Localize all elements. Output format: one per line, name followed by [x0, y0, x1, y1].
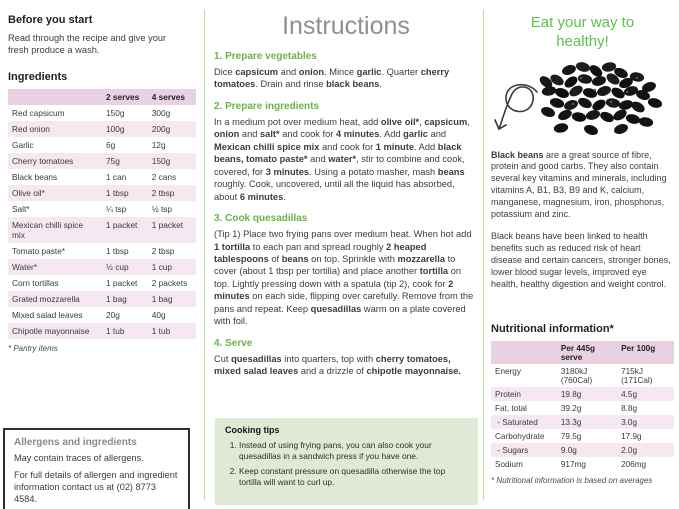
table-cell: 1 packet — [106, 277, 138, 288]
table-cell: 2 tbsp — [151, 245, 175, 256]
table-cell: Mixed salad leaves — [12, 309, 83, 320]
table-row — [8, 121, 196, 137]
allergens-line-1: May contain traces of allergens. — [14, 453, 144, 463]
table-cell: Salt* — [12, 203, 30, 214]
before-you-start-heading: Before you start — [8, 14, 93, 26]
table-cell: 4.5g — [621, 389, 638, 399]
table-cell: Energy — [495, 366, 521, 376]
table-cell: Mexican chilli spice mix — [12, 219, 86, 240]
table-cell: 1 packet — [151, 219, 184, 230]
table-cell: 40g — [151, 309, 166, 320]
table-cell: 6g — [106, 139, 116, 150]
allergens-line-2: For full details of allergen and ingredient information contact us at (02) 8773 4584. — [14, 469, 178, 504]
black-beans-image — [491, 56, 674, 150]
black-beans-paragraph-2: Black beans have been linked to health benefits such as reduced risk of heart disease and certain cancers, stronger bones, lower blood sugar levels, improved eye health, healthy digestion and weight control. — [491, 231, 671, 290]
table-cell: Grated mozzarella — [12, 293, 80, 304]
black-beans-paragraph-1: Black beans are a great source of fibre, protein and good carbs. They also contain several key vitamins and minerals, including vitamins A, B1, B3, B9 and K, calcium, manganese, magnesium, iron, phosphorus, potassium and zinc. — [491, 149, 667, 220]
table-cell: 1 bag — [151, 293, 173, 304]
step-heading: 3. Cook quesadillas — [214, 213, 308, 225]
table-row — [8, 243, 196, 259]
table-cell: 100g — [106, 123, 125, 134]
table-row — [8, 259, 196, 275]
table-cell: Garlic — [12, 139, 34, 150]
table-cell: 1 bag — [106, 293, 127, 304]
table-cell: Black beans — [12, 171, 58, 182]
step-body: Cut quesadillas into quarters, top with cherry tomatoes, mixed salad leaves and a drizzle of chipotle mayonnaise. — [214, 353, 462, 377]
table-cell: Tomato paste* — [12, 245, 66, 256]
table-row — [8, 201, 196, 217]
table-cell: 1 packet — [106, 219, 138, 230]
table-header-row — [8, 89, 196, 105]
cooking-tips-heading: Cooking tips — [225, 425, 280, 435]
table-cell: 1 tub — [106, 325, 125, 336]
healthy-section — [491, 8, 674, 485]
column-divider-right — [483, 10, 484, 500]
step-body: In a medium pot over medium heat, add olive oil*, capsicum, onion and salt* and cook for 4 minutes. Add garlic and Mexican chilli spice mix and cook for 1 minute. Add black beans, tomato paste* and water*, stir to combine and cook, covered, for 3 minutes. Using a potato masher, mash beans roughly. Cook, uncovered, until all the liquid has absorbed, about 6 minutes. — [214, 116, 470, 202]
table-cell: 1 tbsp — [106, 245, 129, 256]
table-cell: 200g — [151, 123, 171, 134]
allergens-box — [3, 428, 190, 509]
table-cell: Water* — [12, 261, 38, 272]
table-cell: Protein — [495, 389, 521, 399]
table-row — [8, 185, 196, 201]
table-cell: ½ tsp — [151, 203, 173, 214]
table-cell: 1 tbsp — [106, 187, 129, 198]
table-cell: 3180kJ (760Cal) — [560, 366, 593, 385]
table-row — [491, 415, 674, 429]
table-cell: Red capsicum — [12, 107, 65, 118]
black-beans-photo — [491, 56, 674, 150]
table-cell: 9.0g — [560, 445, 577, 455]
table-cell: 1 can — [106, 171, 127, 182]
table-cell: Chipotle mayonnaise — [12, 325, 90, 336]
table-cell: 79.5g — [560, 431, 582, 441]
table-cell: 2 packets — [151, 277, 188, 288]
table-cell: 13.3g — [560, 417, 582, 427]
doodle-arrow-icon — [495, 84, 537, 128]
table-header-cell — [8, 89, 102, 105]
table-row — [8, 153, 196, 169]
table-row — [8, 275, 196, 291]
bean-pile — [538, 60, 664, 136]
table-row — [491, 457, 674, 471]
table-row — [8, 323, 196, 339]
table-cell: Olive oil* — [12, 187, 45, 198]
table-row — [491, 429, 674, 443]
table-cell: 715kJ (171Cal) — [621, 366, 653, 385]
before-you-start-section — [8, 14, 198, 353]
healthy-title: Eat your way to healthy! — [530, 14, 635, 50]
table-cell: 3.0g — [621, 417, 638, 427]
table-cell: 12g — [151, 139, 166, 150]
table-cell: ½ cup — [106, 261, 129, 272]
table-cell: - Sugars — [495, 445, 529, 455]
table-cell: ¼ tsp — [106, 203, 127, 214]
instructions-title: Instructions — [282, 12, 410, 40]
table-header-cell: 4 serves — [148, 89, 196, 105]
step-body: (Tip 1) Place two frying pans over medium heat. When hot add 1 tortilla to each pan and spread roughly 2 heaped tablespoons of beans on top. Sprinkle with mozzarella to cover (about 1 tbsp per tortilla) and place another tortilla on top. Lightly pressing down with a spatula (tip 2), cook for 2 minutes on each side, flipping over carefully. Remove from the pans and repeat. Keep quesadillas warm on a plate covered with foil. — [214, 229, 474, 327]
step-heading: 2. Prepare ingredients — [214, 100, 320, 112]
table-cell: 2 cans — [151, 171, 177, 182]
allergens-heading: Allergens and ingredients — [14, 437, 137, 448]
instruction-step-4 — [214, 338, 478, 378]
table-cell: 20g — [106, 309, 120, 320]
table-cell: 917mg — [560, 459, 586, 469]
table-cell: 1 tub — [151, 325, 171, 336]
step-heading: 4. Serve — [214, 337, 253, 349]
table-cell: Cherry tomatoes — [12, 155, 74, 166]
instruction-step-3 — [214, 213, 478, 328]
table-cell: Corn tortillas — [12, 277, 59, 288]
table-cell: 150g — [106, 107, 125, 118]
table-cell: Fat, total — [495, 403, 527, 413]
ingredients-heading: Ingredients — [8, 70, 68, 83]
table-row — [491, 387, 674, 401]
instructions-section — [214, 8, 478, 378]
table-row — [8, 137, 196, 153]
table-row — [491, 364, 674, 387]
table-row — [8, 105, 196, 121]
instruction-step-1 — [214, 51, 478, 91]
column-divider-left — [204, 10, 205, 500]
table-cell: Carbohydrate — [495, 431, 545, 441]
table-row — [491, 443, 674, 457]
cooking-tips-box — [215, 418, 478, 505]
table-cell: 8.8g — [621, 403, 638, 413]
table-row — [8, 169, 196, 185]
table-cell: 150g — [151, 155, 171, 166]
table-cell: 75g — [106, 155, 120, 166]
table-cell: - Saturated — [495, 417, 538, 427]
ingredients-table — [8, 89, 196, 339]
nutrition-table — [491, 341, 674, 471]
table-header-cell: 2 serves — [102, 89, 148, 105]
table-row — [8, 307, 196, 323]
table-cell: Sodium — [495, 459, 523, 469]
table-header-cell — [491, 341, 557, 364]
table-cell: 2 tbsp — [151, 187, 175, 198]
before-you-start-text: Read through the recipe and give your fresh produce a wash. — [8, 33, 167, 56]
table-row — [8, 217, 196, 243]
table-cell: Red onion — [12, 123, 50, 134]
table-row — [491, 401, 674, 415]
cooking-tips-list — [239, 440, 468, 488]
step-body: Dice capsicum and onion. Mince garlic. Quarter cherry tomatoes. Drain and rinse black beans. — [214, 67, 450, 90]
list-item: 1. Instead of using frying pans, you can also cook your quesadillas in a sandwich press if you have one. — [239, 440, 468, 462]
table-cell: 1 cup — [151, 261, 173, 272]
nutrition-heading: Nutritional information* — [491, 323, 614, 336]
table-cell: 39.2g — [560, 403, 582, 413]
table-cell: 17.9g — [621, 431, 642, 441]
table-cell: 19.8g — [560, 389, 582, 399]
nutrition-note: * Nutritional information is based on averages — [491, 476, 653, 486]
table-cell: 2.0g — [621, 445, 638, 455]
instruction-step-2 — [214, 101, 478, 203]
pantry-items-note: * Pantry items — [8, 343, 58, 353]
table-cell: 300g — [151, 107, 171, 118]
table-header-row — [491, 341, 674, 364]
table-cell: 206mg — [621, 459, 647, 469]
table-row — [8, 291, 196, 307]
step-heading: 1. Prepare vegetables — [214, 51, 317, 62]
list-item: 2. Keep constant pressure on quesadilla otherwise the top tortilla will want to curl up. — [239, 466, 468, 488]
table-header-cell: Per 445g serve — [557, 341, 617, 364]
table-header-cell: Per 100g — [617, 341, 674, 364]
